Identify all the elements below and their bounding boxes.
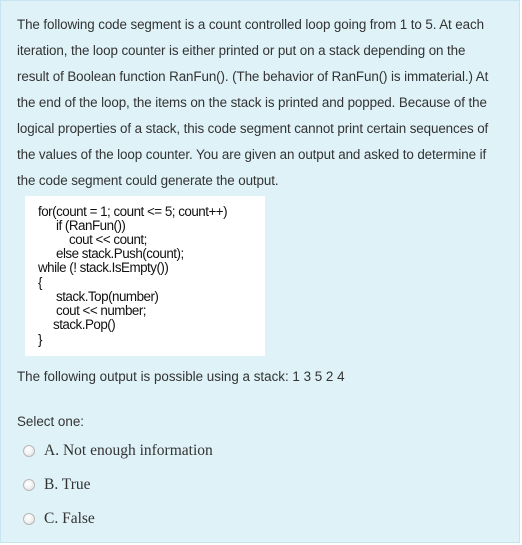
code-line: } <box>38 332 42 347</box>
option-b[interactable] <box>21 473 321 497</box>
option-a[interactable] <box>21 439 321 463</box>
radio-button-icon[interactable] <box>23 513 35 525</box>
code-snippet-image <box>25 196 265 356</box>
question-line: the code segment could generate the output. <box>17 173 279 188</box>
code-line: while (! stack.IsEmpty()) <box>38 260 169 275</box>
option-c[interactable] <box>21 507 321 531</box>
radio-button-icon[interactable] <box>23 445 35 457</box>
question-text <box>17 12 497 194</box>
question-line: the values of the loop counter. You are given an output and asked to determine if <box>17 147 487 162</box>
question-line: The following code segment is a count controlled loop going from 1 to 5. At each <box>17 17 484 32</box>
code-line: stack.Top(number) <box>56 289 159 304</box>
code-line: if (RanFun()) <box>56 218 126 233</box>
select-one-prompt: Select one: <box>17 414 84 429</box>
code-line: { <box>38 275 42 290</box>
question-line: the end of the loop, the items on the stack is printed and popped. Because of the <box>17 95 487 110</box>
code-line: else stack.Push(count); <box>56 246 184 261</box>
code-line: stack.Pop() <box>53 317 116 332</box>
option-label[interactable]: B. True <box>44 476 91 493</box>
question-claim: The following output is possible using a stack: 1 3 5 2 4 <box>17 369 345 384</box>
question-line: iteration, the loop counter is either printed or put on a stack depending on the <box>17 43 466 58</box>
code-line: cout << count; <box>69 232 147 247</box>
code-line: cout << number; <box>56 303 147 318</box>
radio-button-icon[interactable] <box>23 479 35 491</box>
option-label[interactable]: A. Not enough information <box>44 442 213 459</box>
question-line: result of Boolean function RanFun(). (The behavior of RanFun() is immaterial.) At <box>17 69 489 84</box>
question-line: logical properties of a stack, this code segment cannot print certain sequences of <box>17 121 489 136</box>
code-line: for(count = 1; count <= 5; count++) <box>38 204 228 219</box>
option-label[interactable]: C. False <box>44 510 95 527</box>
